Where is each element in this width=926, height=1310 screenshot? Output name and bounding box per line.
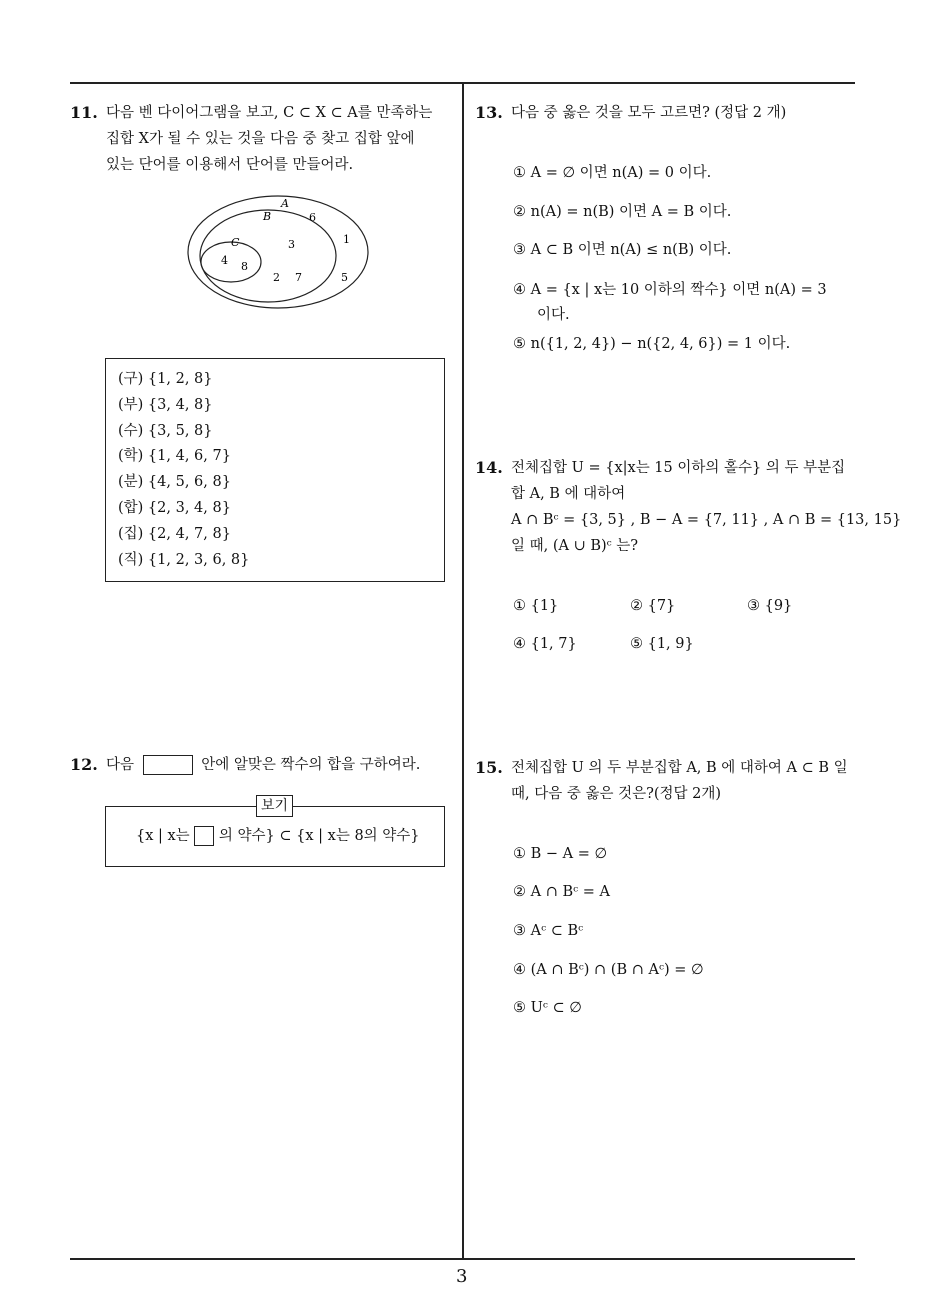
venn-element-6: 6 <box>309 211 316 224</box>
set-option: (직) {1, 2, 3, 6, 8} <box>118 551 250 568</box>
question-number: 15. <box>475 758 503 777</box>
column-divider <box>462 82 464 1259</box>
set-option: (분) {4, 5, 6, 8} <box>118 474 231 491</box>
question-12 <box>70 752 460 872</box>
question-text: 다음 중 옳은 것을 모두 고르면? (정답 2 개) <box>511 105 787 121</box>
option-4: ④ {1, 7} <box>513 636 577 652</box>
option-3: ③ A ⊂ B 이면 n(A) ≤ n(B) 이다. <box>513 242 732 258</box>
question-line: 일 때, (A ∪ B)ᶜ 는? <box>511 538 639 554</box>
set-option: (학) {1, 4, 6, 7} <box>118 448 231 465</box>
option-3: ③ Aᶜ ⊂ Bᶜ <box>513 923 584 939</box>
question-prefix: 다음 <box>106 757 135 773</box>
question-line: 있는 단어를 이용해서 단어를 만들어라. <box>106 157 354 173</box>
expression-blank-box <box>194 826 214 846</box>
question-line: A ∩ Bᶜ = {3, 5} , B − A = {7, 11} , A ∩ B = {13, 15} <box>511 512 902 528</box>
option-5: ⑤ {1, 9} <box>630 636 694 652</box>
question-number: 11. <box>70 103 98 122</box>
question-line: 집합 X가 될 수 있는 것을 다음 중 찾고 집합 앞에 <box>106 131 415 147</box>
venn-element-3: 3 <box>288 238 295 251</box>
set-a-ellipse <box>188 196 368 308</box>
question-number: 12. <box>70 755 98 774</box>
venn-element-5: 5 <box>341 271 348 284</box>
question-line: 전체집합 U 의 두 부분집합 A, B 에 대하여 A ⊂ B 일 <box>511 760 848 776</box>
option-2: ② {7} <box>630 598 676 614</box>
question-line: 합 A, B 에 대하여 <box>511 486 626 502</box>
question-text <box>106 100 458 178</box>
question-14 <box>475 455 902 665</box>
answer-blank-box <box>143 755 193 775</box>
venn-element-4: 4 <box>221 254 228 267</box>
question-text <box>106 752 420 778</box>
option-4: ④ (A ∩ Bᶜ) ∩ (B ∩ Aᶜ) = ∅ <box>513 962 704 978</box>
option-3: ③ {9} <box>747 598 793 614</box>
option-5: ⑤ n({1, 2, 4}) − n({2, 4, 6}) = 1 이다. <box>513 336 791 352</box>
option-1: ① {1} <box>513 598 559 614</box>
option-2: ② n(A) = n(B) 이면 A = B 이다. <box>513 204 732 220</box>
venn-label-b: B <box>263 210 272 223</box>
question-13 <box>475 100 860 360</box>
question-11 <box>70 100 460 580</box>
expression-right: 의 약수} ⊂ {x | x는 8의 약수} <box>218 828 420 844</box>
question-line: 다음 벤 다이어그램을 보고, C ⊂ X ⊂ A를 만족하는 <box>106 105 433 121</box>
page-number: 3 <box>456 1266 468 1287</box>
venn-element-8: 8 <box>241 260 248 273</box>
venn-label-c: C <box>231 236 240 249</box>
question-text <box>511 455 901 559</box>
option-1: ① A = ∅ 이면 n(A) = 0 이다. <box>513 165 712 181</box>
example-box-label: 보기 <box>256 795 293 817</box>
set-option: (구) {1, 2, 8} <box>118 371 213 387</box>
set-option: (합) {2, 3, 4, 8} <box>118 499 231 516</box>
question-number: 14. <box>475 458 503 477</box>
set-options-box <box>105 358 445 582</box>
question-15 <box>475 755 860 1025</box>
option-5: ⑤ Uᶜ ⊂ ∅ <box>513 1000 582 1016</box>
venn-element-2: 2 <box>273 271 280 284</box>
question-number: 13. <box>475 103 503 122</box>
venn-element-1: 1 <box>343 233 350 246</box>
option-4: ④ A = {x | x는 10 이하의 짝수} 이면 n(A) = 3 <box>513 282 827 298</box>
venn-element-7: 7 <box>295 271 302 284</box>
question-line: 전체집합 U = {x|x는 15 이하의 홀수} 의 두 부분집 <box>511 460 846 476</box>
option-4-continued: 이다. <box>537 307 570 323</box>
question-text <box>511 755 848 807</box>
venn-label-a: A <box>281 197 289 210</box>
question-suffix: 안에 알맞은 짝수의 합을 구하여라. <box>201 757 421 773</box>
venn-diagram <box>187 195 387 315</box>
option-2: ② A ∩ Bᶜ = A <box>513 884 610 900</box>
set-option: (수) {3, 5, 8} <box>118 422 213 439</box>
example-expression <box>136 823 420 849</box>
question-line: 때, 다음 중 옳은 것은?(정답 2개) <box>511 786 722 802</box>
set-option: (집) {2, 4, 7, 8} <box>118 525 231 542</box>
example-box <box>105 798 445 867</box>
option-1: ① B − A = ∅ <box>513 846 608 862</box>
set-option: (부) {3, 4, 8} <box>118 396 213 413</box>
expression-left: {x | x는 <box>136 828 190 844</box>
